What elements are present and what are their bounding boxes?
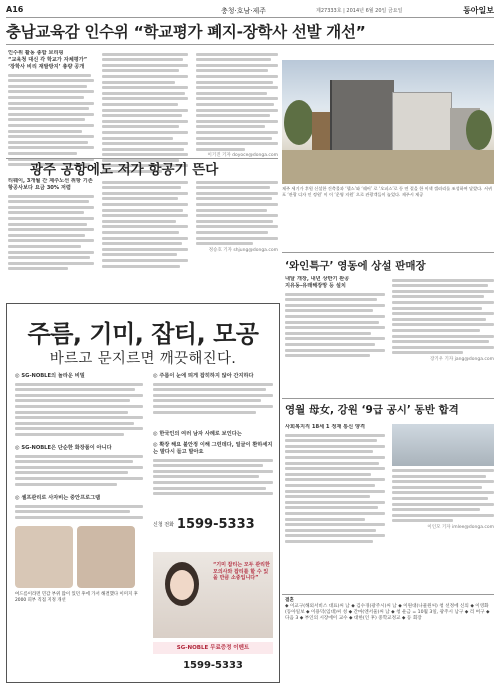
story2-body-3 <box>196 181 278 246</box>
story3-body-2 <box>392 279 494 355</box>
ad-phone[interactable]: 신청 전화 1599-5333 <box>153 517 255 532</box>
ad-tagline: “기미 잡티는 모두 관리한 모의사와 잡티를 할 수 있을 만큼 소중입니다” <box>213 562 270 581</box>
ad-figure-caption: 여드름이라면 민감 부위 많이 있던 후에 가서 해결했다 이미지 후 2000 피부 직접 지정 개선 <box>15 592 138 603</box>
ad-heading-3: ◎ 한국인의 여러 남자 사례로 보인다는 <box>153 431 242 437</box>
story4-headline: 영월 母女, 강원 ‘9급 공시’ 동반 합격 <box>285 404 459 416</box>
story2-col2 <box>102 178 188 298</box>
story1-body-2 <box>102 53 188 173</box>
story4-byline: 이인모 기자 imlee@donga.com <box>427 524 494 530</box>
page-header <box>6 5 494 18</box>
story2-body-1 <box>8 195 94 271</box>
skin-before-photo <box>15 526 73 588</box>
ad-heading-5: ◎ SG-NOBLE은 단순한 화장품이 아니다 <box>15 445 112 451</box>
ad-heading-6: ◎ 셀프관리로 사자비는 중안프로그램 <box>15 495 101 501</box>
ad-body-5 <box>15 452 143 498</box>
ad-heading-8: ◎ 확장 해요 불안정 이해 그런데다, 얼굴이 환하세지는 말다시 들고 말아요 <box>153 442 273 455</box>
story3-col2 <box>392 276 494 398</box>
ad-event-bar[interactable]: SG-NOBLE 무료증정 이벤트 <box>153 642 273 654</box>
story2-col1 <box>8 178 94 298</box>
story3-subhead-2: 지유동-유래해장망 등 설치 <box>285 283 346 289</box>
story4-col1 <box>285 424 385 594</box>
story1-body-1 <box>8 74 94 167</box>
wedding-text: ◆ 이교구(해외서비스 대표)씨 남 ◆ 김수경(광주시)씨 남 ◆ 이원대(나물원씨) 청 선정에 신의 ◆ 이영화(동아일보 ◆ 이용덕(임대)씨 성 ◆ 간마(엔서울)씨 남 ◆ 청 운금 = 10월 3일, 광주시 남구 ◆ 리 여구 ◆ 다음 3 ◆ 부인의 시장에이 교수 ◆ 대한(인 후) 중학교정교 ◆ 등 회장 <box>285 604 490 621</box>
main-headline: 충남교육감 인수위 “학교평가 폐지-장학사 선발 개선” <box>6 23 366 41</box>
ad-body-3 <box>153 456 273 512</box>
story4-body-1 <box>285 434 385 543</box>
story1-subhead-2: “교육청 대신 각 학교가 자체평가” <box>8 57 88 63</box>
mother-daughter-photo <box>392 424 494 466</box>
wedding-notices <box>285 598 494 622</box>
ad-heading-2: ◎ 주름이 눈에 띄게 잡히하지 않아 간지하다 <box>153 373 254 379</box>
story3-subhead-1: 내달 개장, 내년 상반기 완공 <box>285 276 350 282</box>
issue-date: 제27333호 | 2014년 6월 20일 금요일 <box>316 8 403 14</box>
story1-subhead-1: 인수위 활동 종합 브리핑 <box>8 50 64 56</box>
building-photo <box>282 60 494 184</box>
story3-headline: ‘와인특구’ 영동에 상설 판매장 <box>285 260 426 272</box>
section-title: 충청·호남·제주 <box>221 7 267 15</box>
ad-body-2 <box>153 380 273 430</box>
story4-subhead: 사회복지직 18세 1 정재 통신 양격 <box>285 424 365 430</box>
wedding-label: 결혼 <box>285 598 294 603</box>
ad-title: 주름, 기미, 잡티, 모공 <box>27 320 259 348</box>
ad-subtitle: 바르고 문지르면 깨끗해진다. <box>49 351 237 367</box>
story3-byline: 장기우 기자 jang@donga.com <box>430 356 494 362</box>
story3-body-1 <box>285 293 385 358</box>
story2-subhead: 티웨이, 3개월 간 제주노선 취항 기존 항공사보다 요금 30% 저렴 <box>8 178 93 191</box>
story1-byline: 이기진 기자 doyoce@donga.com <box>207 153 278 159</box>
masthead-logo: 동아일보 <box>463 5 494 15</box>
page-number: A16 <box>6 5 24 14</box>
story3-col1 <box>285 276 385 398</box>
story4-col2 <box>392 424 494 594</box>
photo-caption: 제주 세기가 후원 신설한 건축물과 ‘헬스’와 ‘쉐어’ 로 ‘오피스’로 등 연 결을 한 이색 갤러리를 조성하여 달랐다. 서귀포 ‘관광 디자 인 정원’ 이 이 ‘운영 지원’ 으로 관광객들이 늘었다. 제주시 제공 <box>282 186 492 197</box>
story1-body-3 <box>196 53 278 151</box>
story2-col3 <box>196 178 278 298</box>
story1-subhead-3: ‘장학사 비리 재발방지’ 총량 공개 <box>8 64 85 70</box>
story2-body-2 <box>102 181 188 268</box>
tree-shape <box>284 100 314 145</box>
ad-heading-1: ◎ SG-NOBLE의 놀라운 비밀 <box>15 373 85 379</box>
story4-body-2 <box>392 469 494 522</box>
advertisement <box>6 303 280 683</box>
story2-byline: 정승호 기자 shjung@donga.com <box>208 247 278 253</box>
ad-event-phone[interactable]: 1599-5333 <box>183 660 243 671</box>
skin-after-photo <box>77 526 135 588</box>
story2-headline: 광주 공항에도 저가 항공기 뜬다 <box>30 162 219 178</box>
ad-body-6 <box>15 502 143 524</box>
